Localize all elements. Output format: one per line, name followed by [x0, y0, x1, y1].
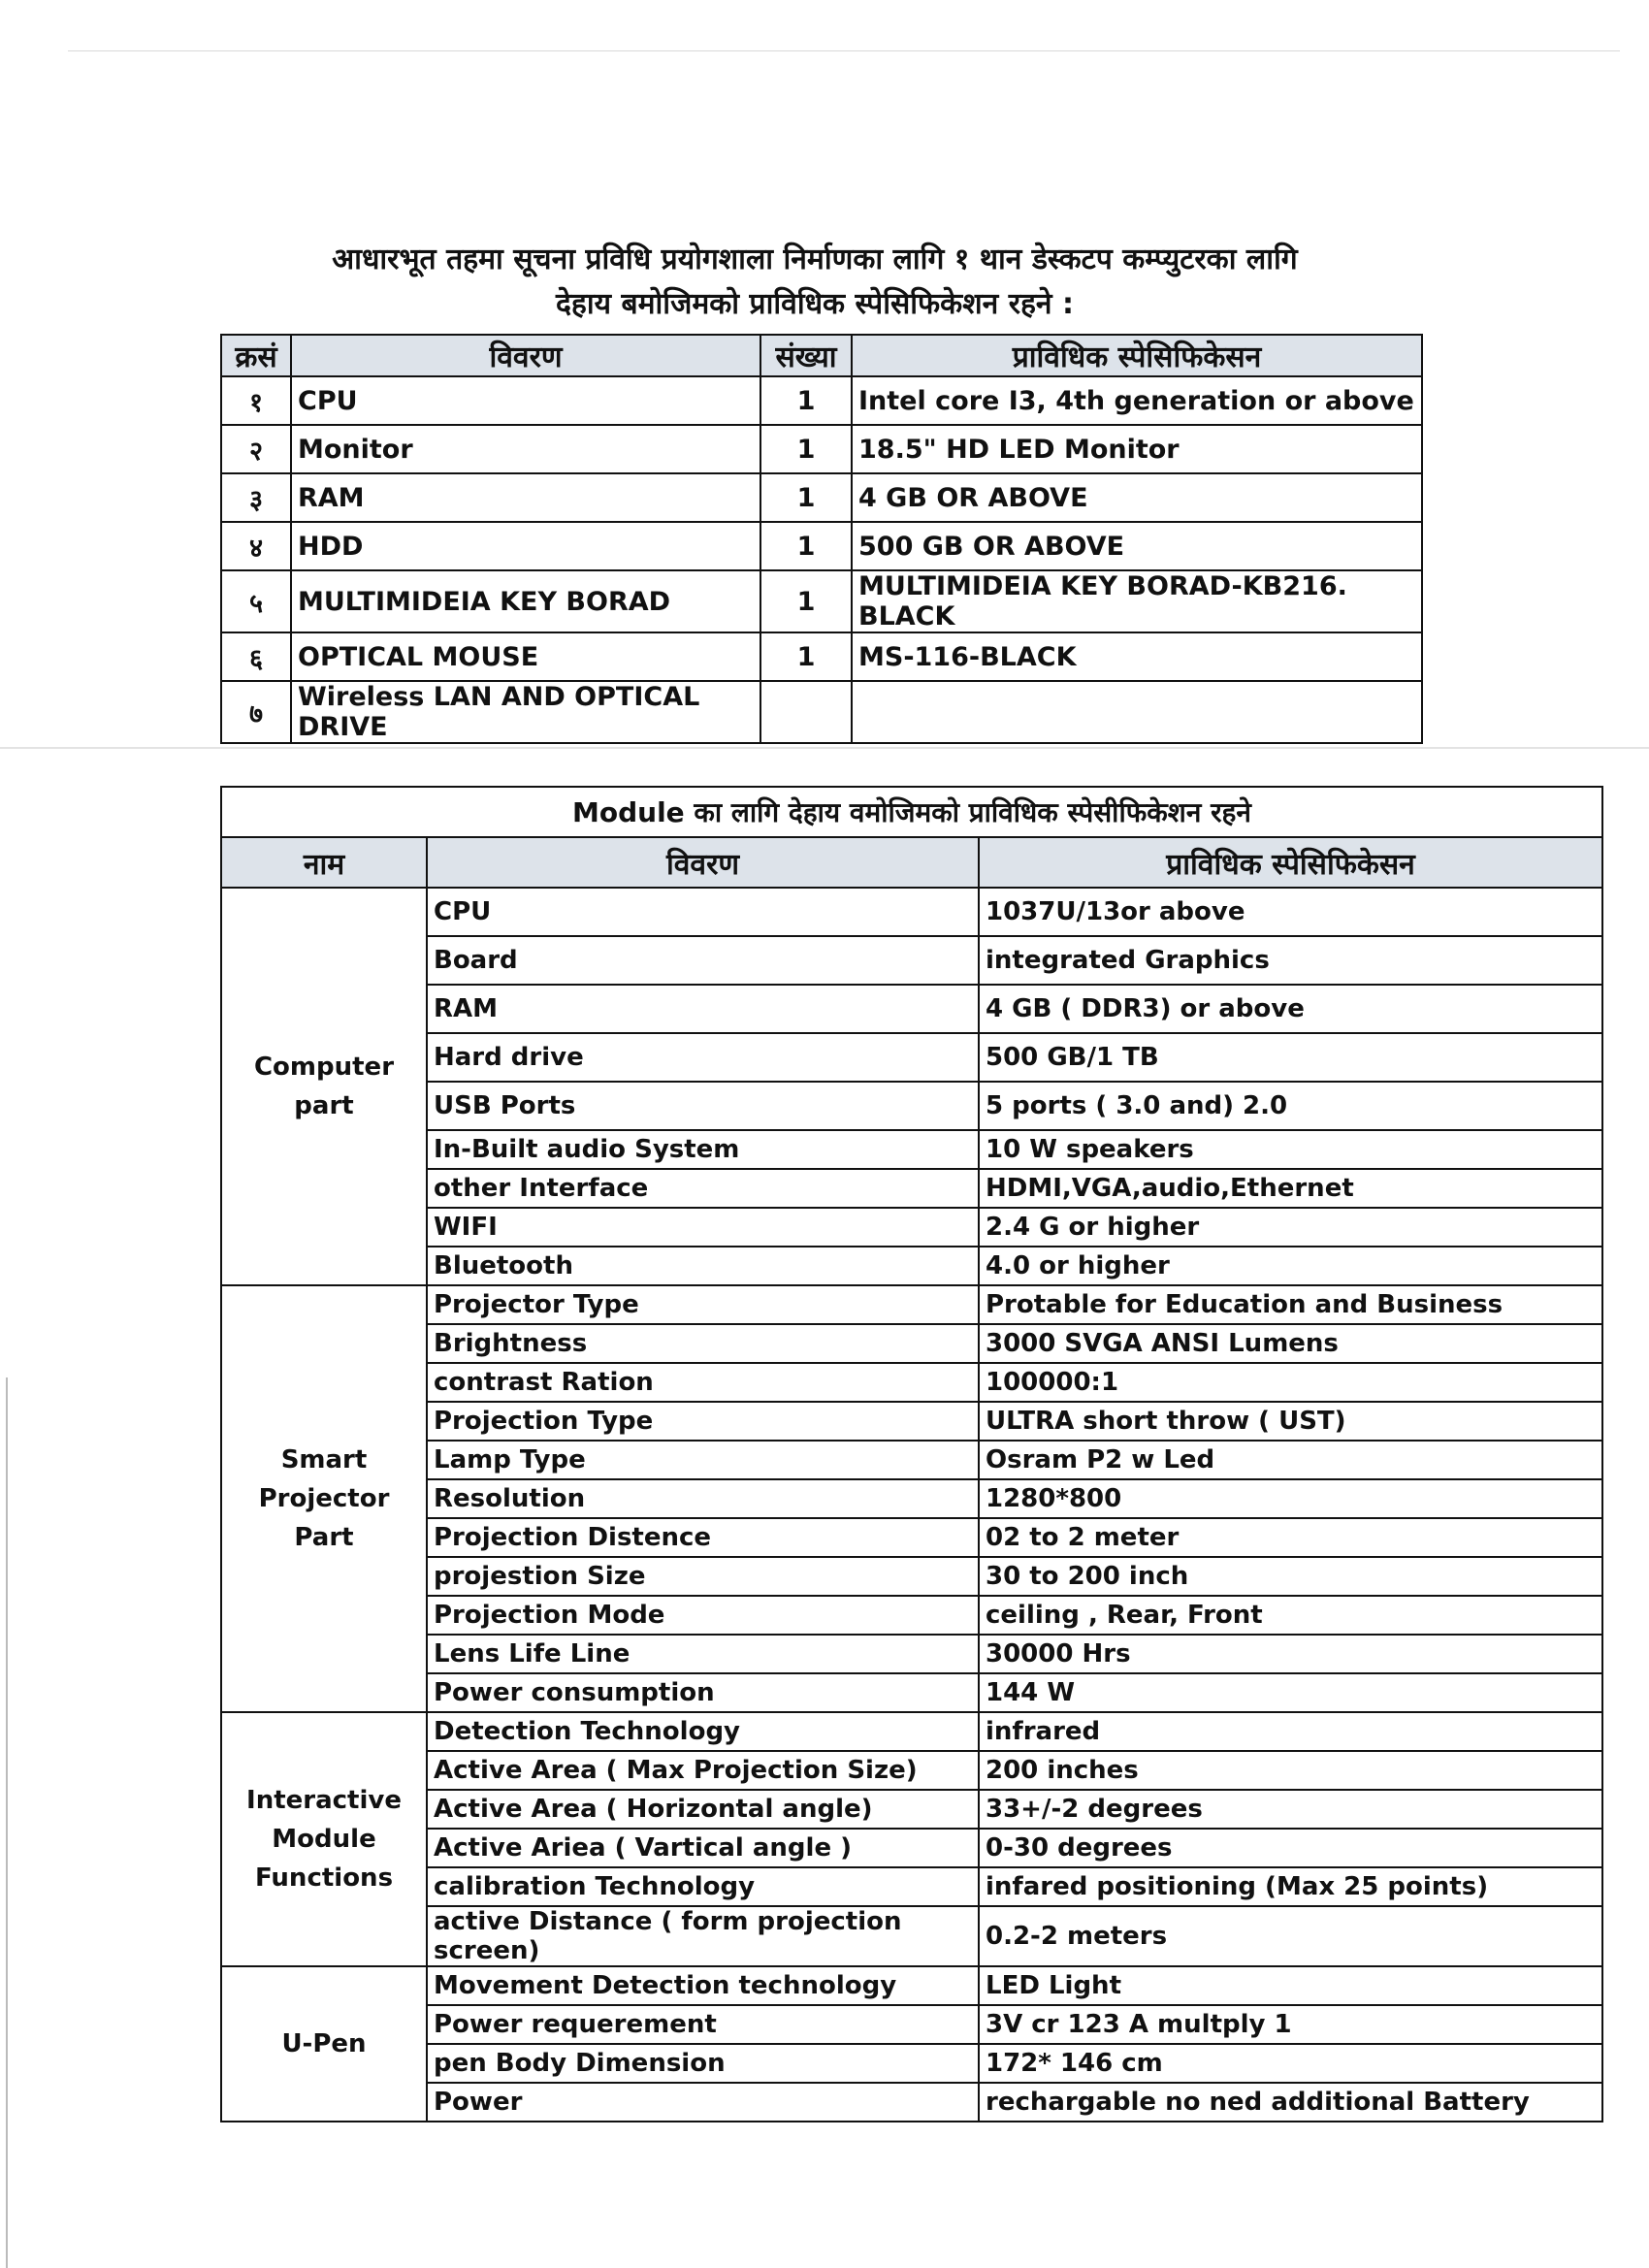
row-specification: integrated Graphics — [979, 936, 1602, 985]
col-header-quantity: संख्या — [760, 335, 852, 376]
desktop-spec-table — [220, 334, 1423, 744]
row-item: Lens Life Line — [427, 1635, 979, 1673]
module-table-title: Module का लागि देहाय वमोजिमको प्राविधिक स्पेसीफिकेशन रहने — [221, 787, 1602, 837]
table-header-row — [221, 837, 1602, 888]
row-specification: ULTRA short throw ( UST) — [979, 1402, 1602, 1441]
row-specification: 3V cr 123 A multply 1 — [979, 2005, 1602, 2044]
row-item: CPU — [427, 888, 979, 936]
table-row — [221, 1673, 1602, 1712]
table-row — [221, 1966, 1602, 2005]
row-specification: 4 GB OR ABOVE — [852, 473, 1422, 522]
row-item: CPU — [291, 376, 760, 425]
col-header-description: विवरण — [427, 837, 979, 888]
table-row — [221, 1247, 1602, 1285]
row-specification: 02 to 2 meter — [979, 1518, 1602, 1557]
table-row — [221, 473, 1422, 522]
table-row — [221, 1033, 1602, 1082]
col-header-specification: प्राविधिक स्पेसिफिकेसन — [852, 335, 1422, 376]
row-item: Active Area ( Max Projection Size) — [427, 1751, 979, 1790]
row-item: Detection Technology — [427, 1712, 979, 1751]
row-specification: 500 GB OR ABOVE — [852, 522, 1422, 570]
table-row — [221, 425, 1422, 473]
row-item: Projection Distence — [427, 1518, 979, 1557]
row-specification: 1280*800 — [979, 1479, 1602, 1518]
heading-line-2: देहाय बमोजिमको प्राविधिक स्पेसिफिकेशन रहने : — [555, 287, 1075, 321]
row-specification: infrared — [979, 1712, 1602, 1751]
table-row — [221, 570, 1422, 632]
row-quantity: 1 — [760, 570, 852, 632]
table-row — [221, 1324, 1602, 1363]
table-header-row — [221, 335, 1422, 376]
row-item: Active Ariea ( Vartical angle ) — [427, 1829, 979, 1867]
row-quantity: 1 — [760, 376, 852, 425]
row-item: WIFI — [427, 1208, 979, 1247]
col-header-specification: प्राविधिक स्पेसिफिकेसन — [979, 837, 1602, 888]
row-specification: MS-116-BLACK — [852, 632, 1422, 681]
row-specification: 3000 SVGA ANSI Lumens — [979, 1324, 1602, 1363]
table-row — [221, 2005, 1602, 2044]
row-specification: 200 inches — [979, 1751, 1602, 1790]
row-item: Power consumption — [427, 1673, 979, 1712]
scan-edge-line — [68, 50, 1620, 51]
row-serial-number: ७ — [221, 681, 291, 743]
row-serial-number: ३ — [221, 473, 291, 522]
row-quantity: 1 — [760, 425, 852, 473]
table-row — [221, 1557, 1602, 1596]
row-serial-number: ४ — [221, 522, 291, 570]
row-item: Brightness — [427, 1324, 979, 1363]
row-item: Hard drive — [427, 1033, 979, 1082]
heading-line-1: आधारभूत तहमा सूचना प्रविधि प्रयोगशाला निर्माणका लागि १ थान डेस्कटप कम्प्युटरका लागि — [332, 243, 1298, 276]
row-specification: infared positioning (Max 25 points) — [979, 1867, 1602, 1906]
table-row — [221, 2083, 1602, 2122]
row-item: Monitor — [291, 425, 760, 473]
row-item: projestion Size — [427, 1557, 979, 1596]
row-serial-number: ६ — [221, 632, 291, 681]
row-item: contrast Ration — [427, 1363, 979, 1402]
row-item: MULTIMIDEIA KEY BORAD — [291, 570, 760, 632]
row-specification: ceiling , Rear, Front — [979, 1596, 1602, 1635]
row-item: Active Area ( Horizontal angle) — [427, 1790, 979, 1829]
row-specification: 30000 Hrs — [979, 1635, 1602, 1673]
row-item: pen Body Dimension — [427, 2044, 979, 2083]
row-item: RAM — [291, 473, 760, 522]
row-specification: 4.0 or higher — [979, 1247, 1602, 1285]
row-specification: MULTIMIDEIA KEY BORAD-KB216. BLACK — [852, 570, 1422, 632]
row-specification: HDMI,VGA,audio,Ethernet — [979, 1169, 1602, 1208]
row-quantity: 1 — [760, 632, 852, 681]
table-row — [221, 1635, 1602, 1673]
row-specification: 144 W — [979, 1673, 1602, 1712]
table-row — [221, 2044, 1602, 2083]
row-specification: 100000:1 — [979, 1363, 1602, 1402]
table-row — [221, 1712, 1602, 1751]
table-row — [221, 1130, 1602, 1169]
group-name: U-Pen — [221, 1966, 427, 2122]
document-heading — [194, 238, 1436, 327]
table-row — [221, 1867, 1602, 1906]
row-item: Movement Detection technology — [427, 1966, 979, 2005]
table-row — [221, 1082, 1602, 1130]
row-specification: 172* 146 cm — [979, 2044, 1602, 2083]
row-item: Wireless LAN AND OPTICAL DRIVE — [291, 681, 760, 743]
row-item: Power — [427, 2083, 979, 2122]
row-item: USB Ports — [427, 1082, 979, 1130]
row-quantity — [760, 681, 852, 743]
table-row — [221, 1169, 1602, 1208]
table-row — [221, 376, 1422, 425]
row-item: Bluetooth — [427, 1247, 979, 1285]
table-row — [221, 632, 1422, 681]
group-name: Smart Projector Part — [221, 1285, 427, 1712]
row-specification: 5 ports ( 3.0 and) 2.0 — [979, 1082, 1602, 1130]
row-item: Lamp Type — [427, 1441, 979, 1479]
table-row — [221, 522, 1422, 570]
table-row — [221, 1402, 1602, 1441]
row-item: In-Built audio System — [427, 1130, 979, 1169]
scan-fold-line — [0, 747, 1649, 749]
row-quantity: 1 — [760, 473, 852, 522]
row-specification: 1037U/13or above — [979, 888, 1602, 936]
col-header-description: विवरण — [291, 335, 760, 376]
row-quantity: 1 — [760, 522, 852, 570]
table-row — [221, 1829, 1602, 1867]
table-row — [221, 681, 1422, 743]
row-specification: 2.4 G or higher — [979, 1208, 1602, 1247]
table-row — [221, 1790, 1602, 1829]
row-item: calibration Technology — [427, 1867, 979, 1906]
row-specification: 33+/-2 degrees — [979, 1790, 1602, 1829]
row-specification: Protable for Education and Business — [979, 1285, 1602, 1324]
row-specification: 4 GB ( DDR3) or above — [979, 985, 1602, 1033]
row-specification: Intel core I3, 4th generation or above — [852, 376, 1422, 425]
row-specification: 30 to 200 inch — [979, 1557, 1602, 1596]
module-spec-body — [221, 787, 1602, 2122]
row-specification: LED Light — [979, 1966, 1602, 2005]
scan-left-edge — [6, 1377, 8, 2268]
row-item: RAM — [427, 985, 979, 1033]
table-row — [221, 1518, 1602, 1557]
row-item: HDD — [291, 522, 760, 570]
table-row — [221, 985, 1602, 1033]
row-specification: rechargable no ned additional Battery — [979, 2083, 1602, 2122]
table-row — [221, 1906, 1602, 1966]
group-name: Interactive Module Functions — [221, 1712, 427, 1966]
module-spec-table — [220, 786, 1603, 2122]
table-row — [221, 1363, 1602, 1402]
table-title-row — [221, 787, 1602, 837]
row-serial-number: १ — [221, 376, 291, 425]
row-serial-number: २ — [221, 425, 291, 473]
row-item: Projection Mode — [427, 1596, 979, 1635]
row-item: Board — [427, 936, 979, 985]
col-header-sn: क्रसं — [221, 335, 291, 376]
row-item: OPTICAL MOUSE — [291, 632, 760, 681]
row-specification: 500 GB/1 TB — [979, 1033, 1602, 1082]
table-row — [221, 936, 1602, 985]
row-item: Resolution — [427, 1479, 979, 1518]
row-specification: 18.5" HD LED Monitor — [852, 425, 1422, 473]
row-specification: 0-30 degrees — [979, 1829, 1602, 1867]
row-serial-number: ५ — [221, 570, 291, 632]
row-item: Power requerement — [427, 2005, 979, 2044]
row-specification: Osram P2 w Led — [979, 1441, 1602, 1479]
col-header-name: नाम — [221, 837, 427, 888]
row-specification: 0.2-2 meters — [979, 1906, 1602, 1966]
row-item: Projector Type — [427, 1285, 979, 1324]
table-row — [221, 1441, 1602, 1479]
table-row — [221, 1285, 1602, 1324]
row-item: Projection Type — [427, 1402, 979, 1441]
row-item: other Interface — [427, 1169, 979, 1208]
table-row — [221, 888, 1602, 936]
desktop-spec-body — [221, 376, 1422, 743]
row-specification — [852, 681, 1422, 743]
table-row — [221, 1208, 1602, 1247]
table-row — [221, 1479, 1602, 1518]
table-row — [221, 1596, 1602, 1635]
table-row — [221, 1751, 1602, 1790]
row-item: active Distance ( form projection screen) — [427, 1906, 979, 1966]
group-name: Computer part — [221, 888, 427, 1285]
row-specification: 10 W speakers — [979, 1130, 1602, 1169]
